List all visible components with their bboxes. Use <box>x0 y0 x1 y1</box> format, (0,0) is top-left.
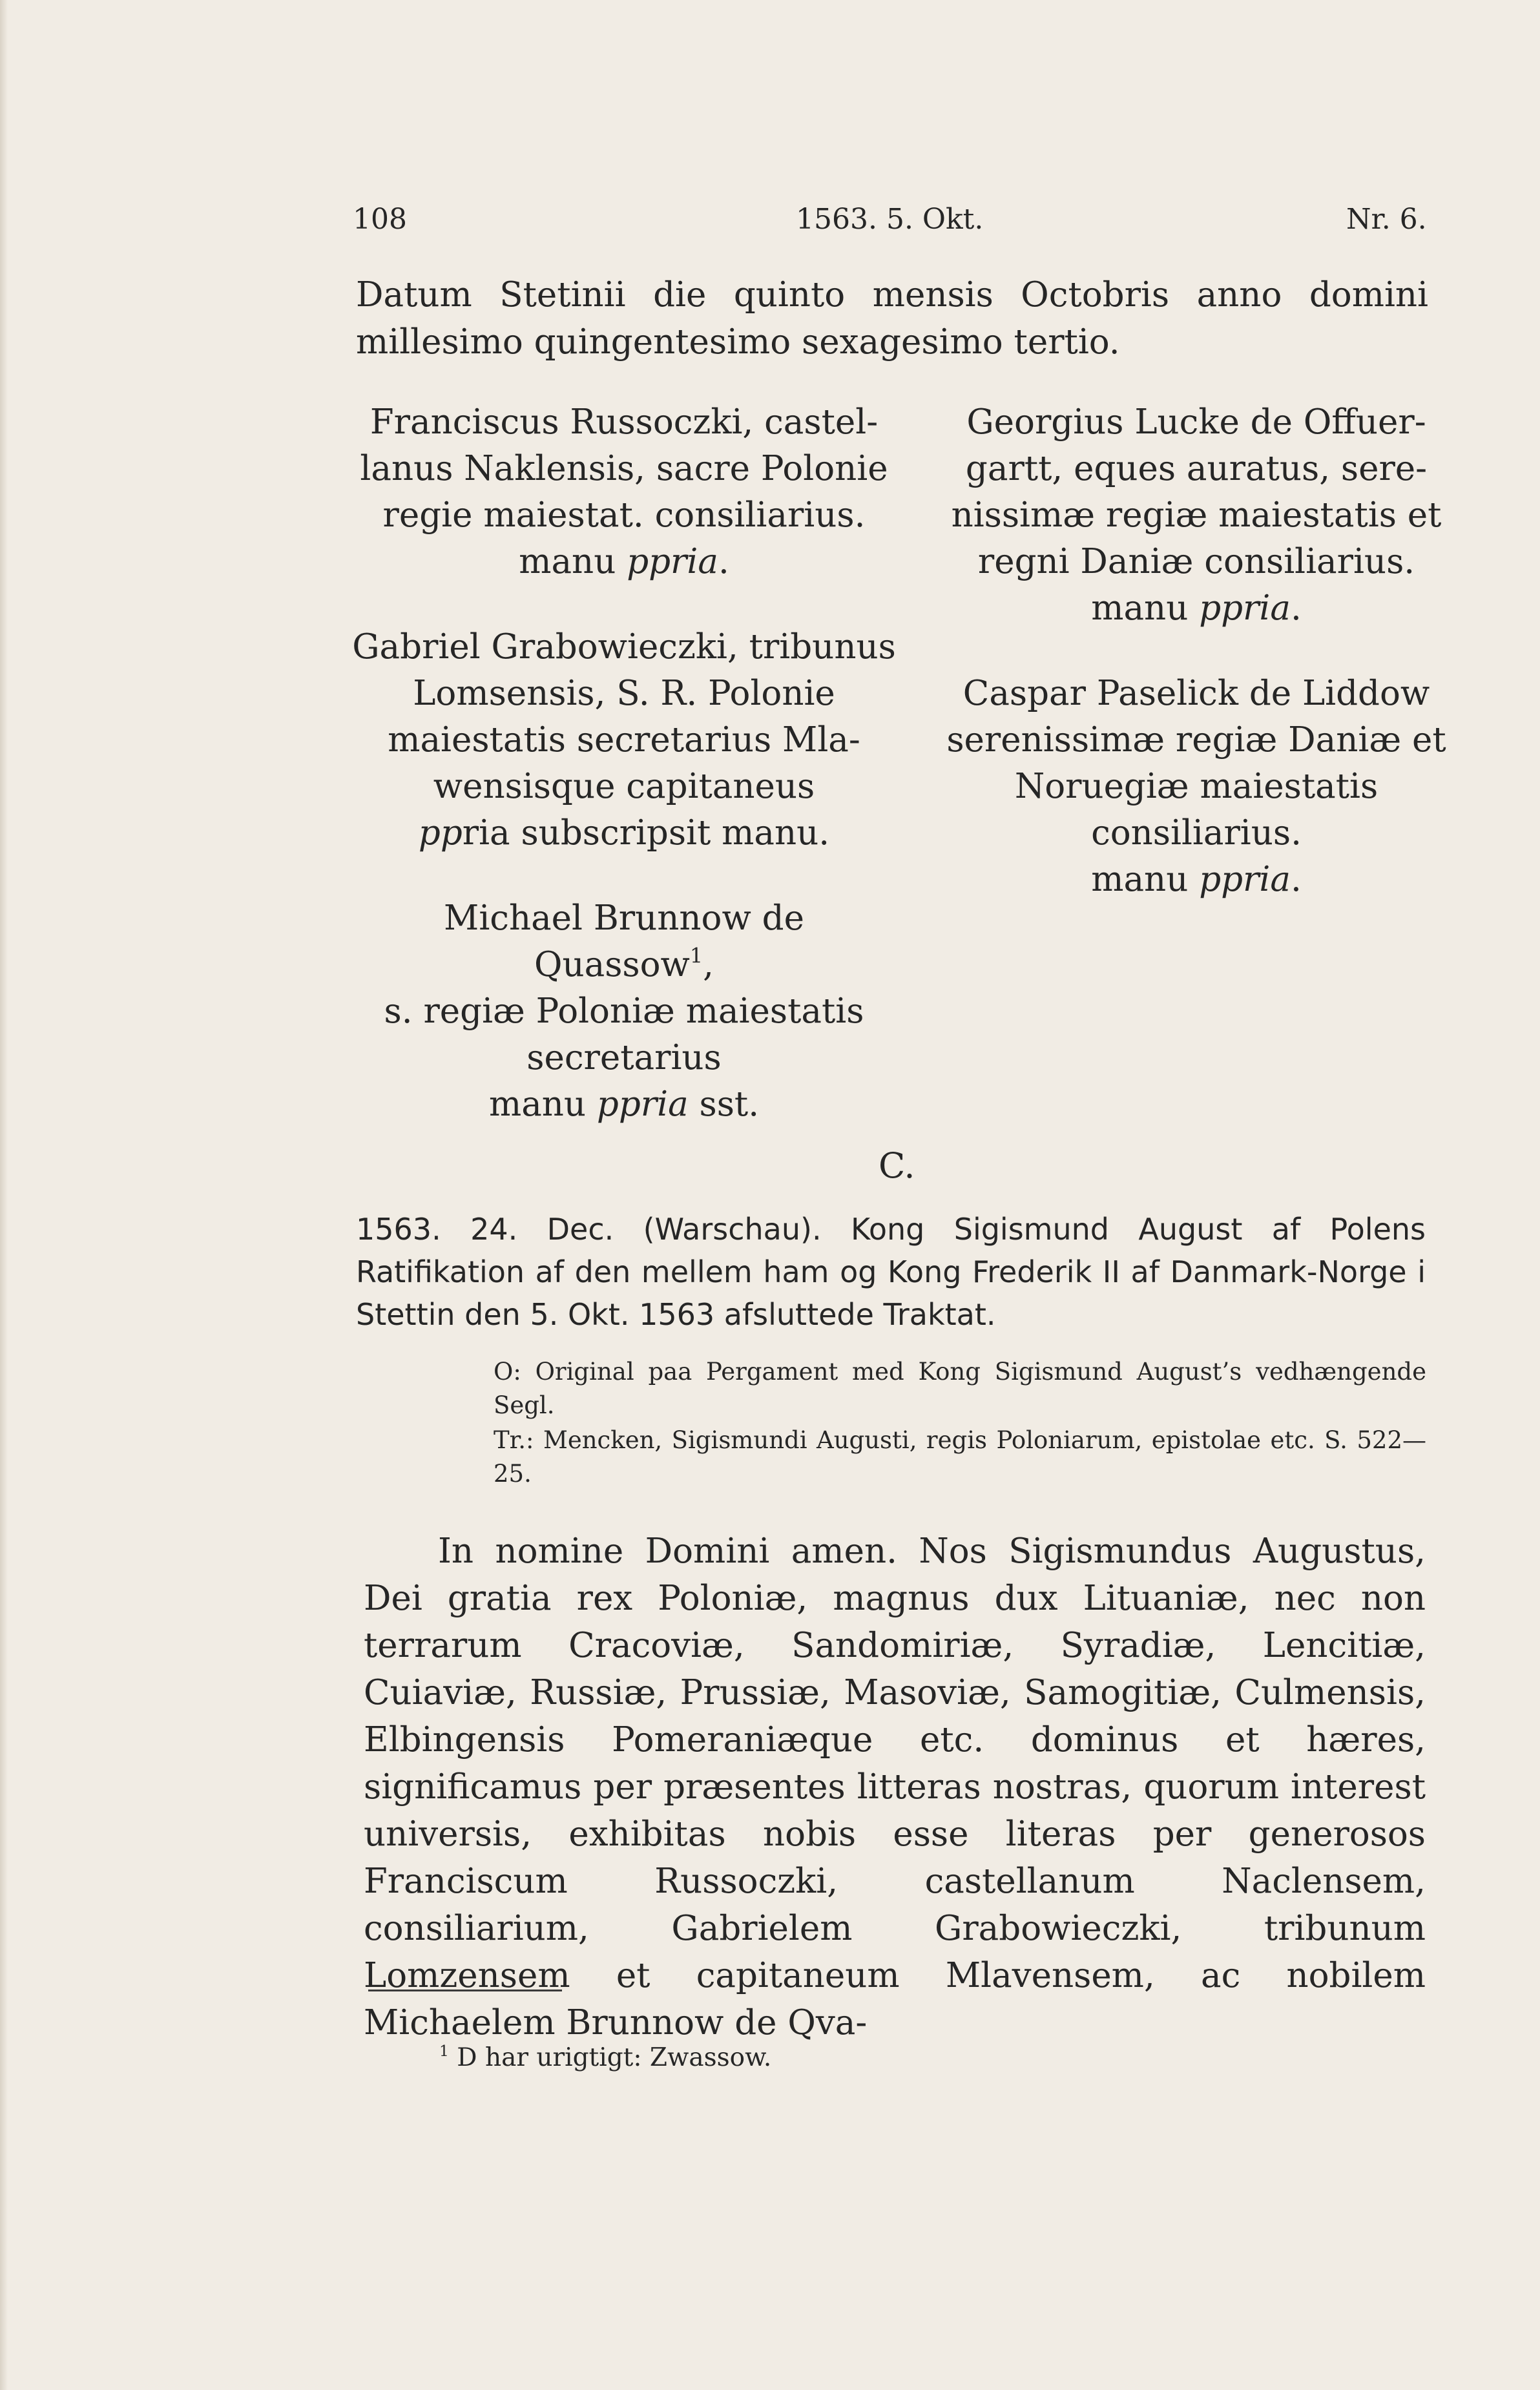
manu-word: manu <box>1091 860 1200 899</box>
manu-word: manu <box>1091 588 1200 628</box>
signature-russoczki <box>349 399 899 585</box>
signer-name-tail: , <box>703 945 714 984</box>
signature-manu-line <box>938 857 1455 903</box>
signature-line: secretarius <box>526 1038 722 1077</box>
page-edge-shadow <box>0 0 8 2390</box>
subscripsit-text: ria subscripsit manu. <box>462 813 830 853</box>
manu-tail: . <box>1290 860 1302 899</box>
manu-word: manu <box>519 542 627 581</box>
ppria-abbrev: ppria <box>1199 860 1291 899</box>
signature-line: gartt, eques auratus, sere- <box>965 449 1428 488</box>
footnote-text: D har urigtigt: Zwassow. <box>448 2043 772 2072</box>
signer-name: Michael Brunnow de Quassow <box>444 899 804 984</box>
note-print: Tr.: Mencken, Sigismundi Augusti, regis Poloniarum, epistolae etc. S. 522—25. <box>494 1426 1426 1488</box>
signature-manu-line <box>349 810 899 857</box>
manu-tail: . <box>718 542 729 581</box>
ppria-abbrev: ppria <box>627 542 718 581</box>
main-text <box>364 1528 1426 2046</box>
regest-summary: 1563. 24. Dec. (Warschau). Kong Sigismund August af Polens Ratifikation af den mellem ham og Kong Frederik II af Danmark-Norge i Stettin den 5. Okt. 1563 afsluttede Traktat. <box>356 1212 1426 1332</box>
signature-line: consiliarius. <box>1091 813 1302 853</box>
signature-line: s. regiæ Poloniæ maiestatis <box>384 992 864 1031</box>
signature-manu-line <box>349 1081 899 1128</box>
signature-line: Georgius Lucke de Offuer- <box>966 402 1426 442</box>
main-paragraph: In nomine Domini amen. Nos Sigismundus Augustus, Dei gratia rex Poloniæ, magnus dux Lituaniæ, nec non terrarum Cracoviæ, Sandomiriæ, Syradiæ, Lencitiæ, Cuiaviæ, Russiæ, Prussiæ, Masoviæ, Samogitiæ, Culmensis, Elbingensis Pomeraniæque etc. dominus et hæres, significamus per præsentes litteras nostras, quorum interest universis, exhibitas nobis esse literas per generosos Franciscum Russoczki, castellanum Naclensem, consiliarium, Gabrielem Grabowieczki, tribunum Lomzensem et capitaneum Mlavensem, ac nobilem Michaelem Brunnow de Qva- <box>364 1532 1426 2042</box>
footnote-rule <box>368 1990 562 1991</box>
signature-brunnow <box>349 895 899 1128</box>
signature-line: regni Daniæ consiliarius. <box>977 542 1415 581</box>
ppria-abbrev: ppria <box>596 1085 689 1124</box>
signatures-polish <box>349 399 899 1128</box>
document-number: Nr. 6. <box>1346 203 1427 236</box>
signature-line: Gabriel Grabowieczki, tribunus <box>352 627 896 667</box>
signature-line: regie maiestat. consiliarius. <box>382 495 866 535</box>
signature-line: Lomsensis, S. R. Polonie <box>413 674 835 713</box>
page-number: 108 <box>353 203 407 236</box>
signature-line: nissimæ regiæ maiestatis et <box>951 495 1442 535</box>
signatures-danish <box>938 399 1455 903</box>
section-label: C. <box>879 1145 915 1186</box>
signature-line: Franciscus Russoczki, castel- <box>369 402 879 442</box>
manu-tail: . <box>1290 588 1302 628</box>
signature-line: Caspar Paselick de Liddow <box>962 674 1430 713</box>
footnote-marker: 1 <box>439 2041 449 2060</box>
signature-line <box>349 895 899 988</box>
ppria-abbrev: ppria <box>1199 588 1291 628</box>
footnote <box>439 2041 771 2075</box>
signature-line: Noruegiæ maiestatis <box>1014 767 1379 806</box>
signature-manu-line <box>349 539 899 585</box>
signature-line: lanus Naklensis, sacre Polonie <box>360 449 888 488</box>
dating-clause: Datum Stetinii die quinto mensis Octobris anno domini millesimo quingentesimo sexagesimo tertio. <box>356 275 1428 362</box>
signature-paselick <box>938 670 1455 903</box>
running-head-date: 1563. 5. Okt. <box>796 203 984 236</box>
manu-tail: sst. <box>688 1085 760 1124</box>
footnote-ref[interactable]: 1 <box>689 944 703 968</box>
note-original: O: Original paa Pergament med Kong Sigismund August’s vedhængende Segl. <box>494 1358 1426 1419</box>
pp-abbrev: pp <box>418 813 463 853</box>
signature-line: maiestatis secretarius Mla- <box>388 720 860 760</box>
signature-line: serenissimæ regiæ Daniæ et <box>946 720 1446 760</box>
signature-line: wensisque capitaneus <box>433 767 815 806</box>
signature-manu-line <box>938 585 1455 632</box>
signature-grabowieczki <box>349 624 899 857</box>
manu-word: manu <box>488 1085 597 1124</box>
signature-lucke <box>938 399 1455 632</box>
